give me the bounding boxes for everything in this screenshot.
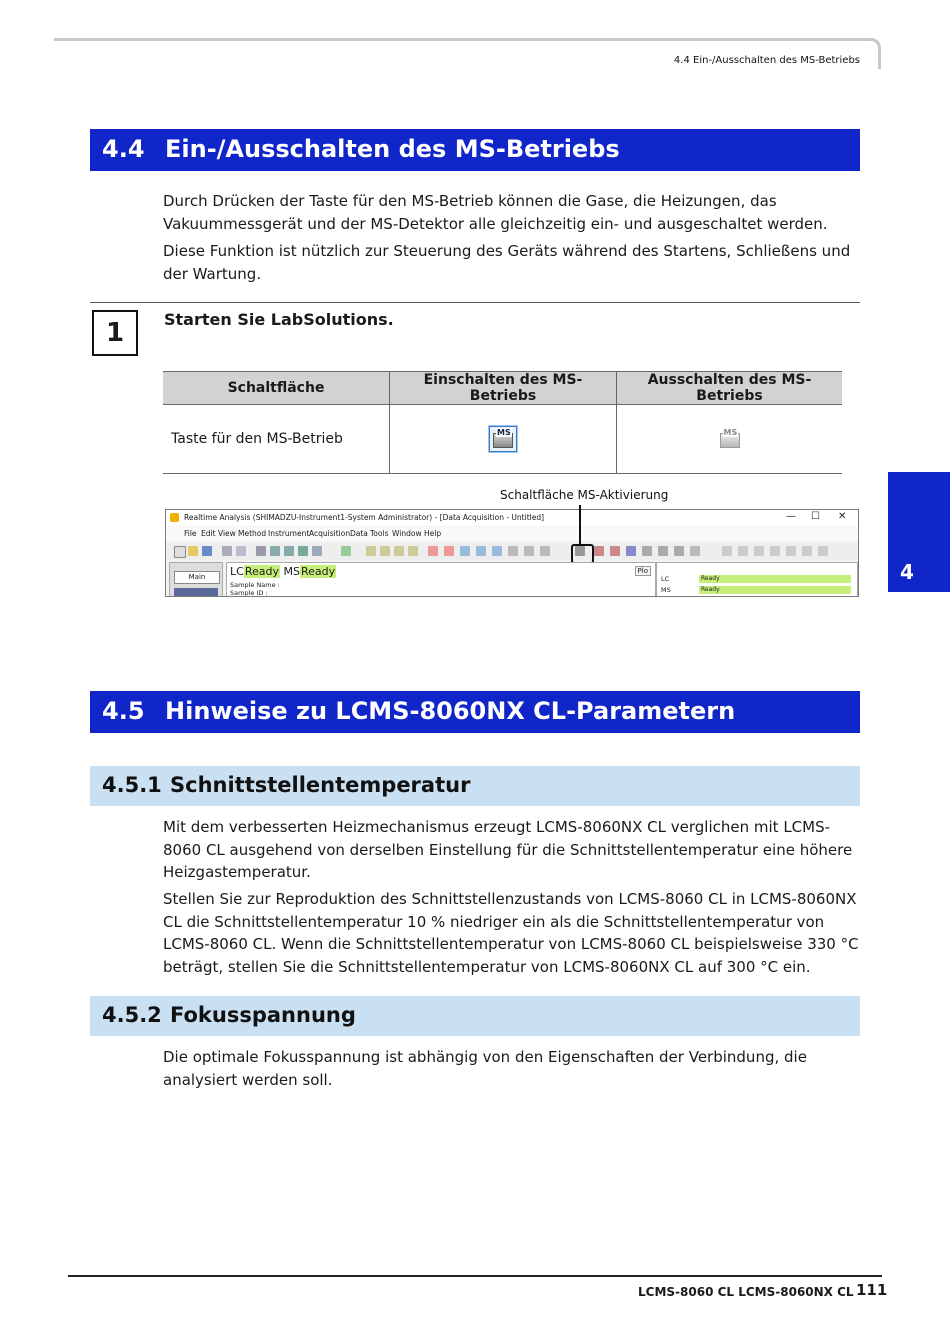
menu-tools[interactable]: Tools (370, 529, 389, 538)
menu-edit[interactable]: Edit (201, 529, 216, 538)
ms-ready: Ready (300, 565, 336, 578)
paragraph: Diese Funktion ist nützlich zur Steuerung des Geräts während des Startens, Schließens und der Wartung. (163, 242, 851, 283)
chapter-tab (888, 472, 950, 592)
paragraph: Die optimale Fokusspannung ist abhängig von den Eigenschaften der Verbindung, die analysiert werden soll. (163, 1048, 807, 1089)
tool-icon[interactable] (312, 546, 322, 556)
lc-ready: Ready (244, 565, 279, 578)
close-button[interactable]: ✕ (838, 511, 847, 522)
tool-icon[interactable] (786, 546, 796, 556)
status-row-label: LC (661, 575, 670, 583)
tool-icon[interactable] (508, 546, 518, 556)
tool-icon[interactable] (738, 546, 748, 556)
open-icon[interactable] (188, 546, 198, 556)
step-divider (90, 302, 860, 303)
section-heading-4-5 (90, 691, 860, 733)
save-icon[interactable] (202, 546, 212, 556)
section-number: 4.5 (102, 697, 145, 725)
tool-icon[interactable] (524, 546, 534, 556)
table-row (163, 405, 842, 474)
subsection-title: Fokusspannung (170, 1003, 356, 1027)
sample-name: Sample Name : (230, 581, 280, 589)
menu-window[interactable]: Window (392, 529, 422, 538)
subsection-title: Schnittstellentemperatur (170, 773, 471, 797)
instrument-status-pane (656, 562, 858, 597)
footer-product: LCMS-8060 CL LCMS-8060NX CL (638, 1285, 854, 1299)
tool-icon[interactable] (444, 546, 454, 556)
section-number: 4.4 (102, 135, 145, 163)
preview-icon[interactable] (236, 546, 246, 556)
header-corner (862, 38, 881, 69)
menu-file[interactable]: File (184, 529, 197, 538)
table-cell (617, 405, 843, 474)
callout-line (579, 505, 581, 545)
sample-id: Sample ID : (230, 589, 268, 597)
paragraph: Durch Drücken der Taste für den MS-Betrieb können die Gase, die Heizungen, das Vakuummessgerät und der MS-Detektor alle gleichzeitig ein- und ausgeschaltet werden. (163, 192, 828, 233)
tool-icon[interactable] (754, 546, 764, 556)
status-row-value: Ready (699, 586, 851, 594)
tool-icon[interactable] (674, 546, 684, 556)
tool-icon[interactable] (460, 546, 470, 556)
tool-icon[interactable] (658, 546, 668, 556)
nav-panel (174, 588, 218, 597)
ms-on-icon: MS (489, 426, 517, 452)
tool-icon[interactable] (284, 546, 294, 556)
tool-icon[interactable] (492, 546, 502, 556)
table-header: Schaltfläche (163, 372, 390, 405)
tool-icon[interactable] (408, 546, 418, 556)
left-pane (169, 562, 223, 597)
step-text: Starten Sie LabSolutions. (164, 310, 394, 329)
running-title: 4.4 Ein-/Ausschalten des MS-Betriebs (673, 55, 860, 66)
paragraph: Stellen Sie zur Reproduktion des Schnittstellenzustands von LCMS-8060 CL in LCMS-8060NX CL die Schnittstellentemperatur 10 % niedriger ein als die Schnittstellentemperatur von LCMS-8060 CL. Wenn die Schnittstellentemperatur von LCMS-8060 CL beispielsweise 330 °C beträgt, stellen Sie die Schnittstellentemperatur von LCMS-8060NX CL auf 300 °C ein. (163, 890, 859, 976)
ms-off-icon: MS (717, 427, 743, 451)
status-line (230, 565, 336, 578)
menu-data[interactable]: Data (350, 529, 368, 538)
app-icon (170, 513, 179, 522)
table-cell: Taste für den MS-Betrieb (163, 405, 390, 474)
subsection-number: 4.5.2 (102, 1003, 162, 1027)
window-title: Realtime Analysis (SHIMADZU-Instrument1-System Administrator) - [Data Acquisition - Untitled] (184, 513, 545, 522)
plot-button[interactable]: Plo (635, 566, 651, 576)
paragraph: Mit dem verbesserten Heizmechanismus erzeugt LCMS-8060NX CL verglichen mit LCMS-8060 CL ausgehend von derselben Einstellung für die Schnittstellentemperatur eine höhere Heizgastemperatur. (163, 818, 853, 881)
tool-icon[interactable] (802, 546, 812, 556)
minimize-button[interactable]: — (786, 511, 796, 522)
tool-icon[interactable] (394, 546, 404, 556)
tool-icon[interactable] (690, 546, 700, 556)
menu-instrument[interactable]: Instrument (268, 529, 310, 538)
tool-icon[interactable] (380, 546, 390, 556)
status-row-value: Ready (699, 575, 851, 583)
main-button[interactable]: Main (174, 571, 220, 584)
tool-icon[interactable] (256, 546, 266, 556)
menu-view[interactable]: View (218, 529, 236, 538)
menu-bar (166, 527, 858, 541)
menu-help[interactable]: Help (424, 529, 442, 538)
ms-activation-highlight (571, 544, 594, 564)
tool-icon[interactable] (366, 546, 376, 556)
window-titlebar (166, 510, 858, 526)
tool-icon[interactable] (540, 546, 550, 556)
menu-acquisition[interactable]: Acquisition (309, 529, 351, 538)
software-screenshot (165, 509, 859, 597)
tool-icon[interactable] (298, 546, 308, 556)
tool-icon[interactable] (818, 546, 828, 556)
subsection-heading-4-5-2 (90, 996, 860, 1036)
toolbar (166, 543, 858, 560)
header-rule (54, 38, 874, 41)
table-cell (390, 405, 617, 474)
subsection-number: 4.5.1 (102, 773, 162, 797)
chapter-tab-label: 4 (900, 560, 914, 584)
section-title: Ein-/Ausschalten des MS-Betriebs (165, 135, 620, 163)
table-header: Ausschalten des MS-Betriebs (617, 372, 843, 405)
tool-icon[interactable] (476, 546, 486, 556)
tool-icon[interactable] (270, 546, 280, 556)
subsection-heading-4-5-1 (90, 766, 860, 806)
print-icon[interactable] (222, 546, 232, 556)
section-heading-4-4 (90, 129, 860, 171)
tool-icon[interactable] (594, 546, 604, 556)
new-icon[interactable] (174, 546, 186, 558)
tool-icon[interactable] (341, 546, 351, 556)
footer-rule (68, 1275, 882, 1277)
tool-icon[interactable] (626, 546, 636, 556)
lc-label: LC (230, 565, 244, 578)
status-pane (226, 562, 656, 597)
section-title: Hinweise zu LCMS-8060NX CL-Parametern (165, 697, 736, 725)
tool-icon[interactable] (722, 546, 732, 556)
tool-icon[interactable] (642, 546, 652, 556)
menu-method[interactable]: Method (238, 529, 267, 538)
callout-label: Schaltfläche MS-Aktivierung (500, 488, 669, 502)
tool-icon[interactable] (428, 546, 438, 556)
page-number: 111 (856, 1281, 888, 1299)
table-header: Einschalten des MS-Betriebs (390, 372, 617, 405)
ms-label: MS (283, 565, 300, 578)
step-number: 1 (92, 310, 138, 356)
tool-icon[interactable] (610, 546, 620, 556)
maximize-button[interactable]: ☐ (811, 511, 820, 522)
status-row-label: MS (661, 586, 671, 594)
tool-icon[interactable] (770, 546, 780, 556)
button-table (163, 371, 842, 474)
